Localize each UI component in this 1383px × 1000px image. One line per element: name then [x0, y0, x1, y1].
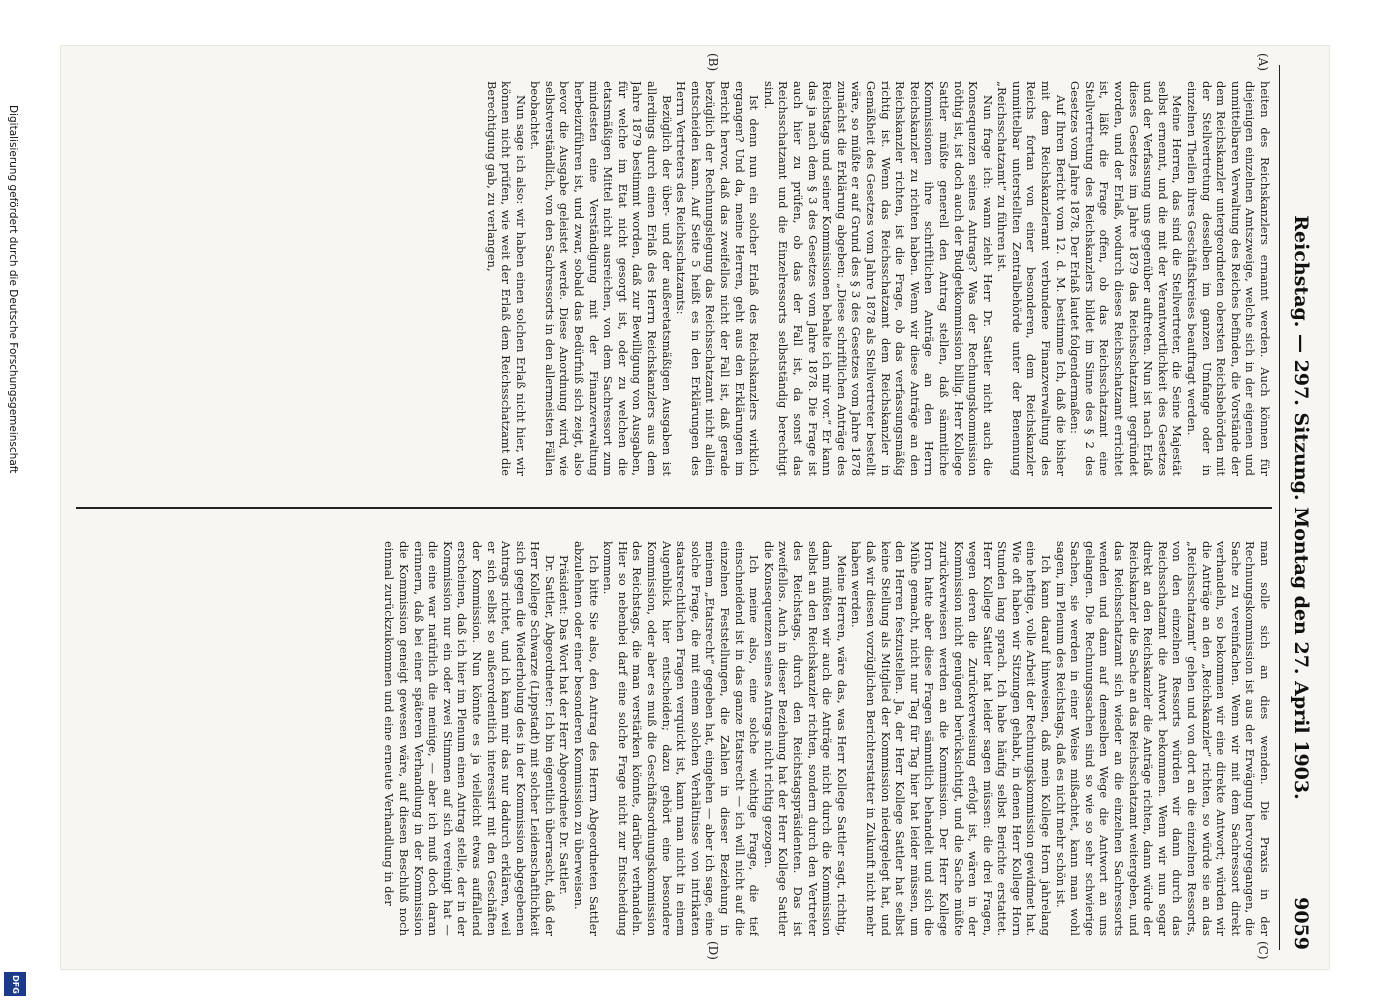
rotated-page-content: [60, 45, 1330, 970]
digitization-credit-text: Digitalisierung gefördert durch die Deutsche Forschungsgemeinschaft: [7, 105, 19, 474]
paragraph-president: Präsident: Das Wort hat der Herr Abgeordnete Dr. Sattler.: [557, 555, 572, 895]
column-divider: [76, 507, 1272, 509]
paragraph: Ich meine also, eine solche wichtige Frage, die tief einschneidend ist in das ganze Etatsrecht — ich will nicht auf die einzelnen Feststellungen, die Zahlen in dieser Beziehung in meinem „Etatsrecht“ gegeben hat, eingehen — aber ich sage, eine solche Frage, die mit einem solchen Verhältnisse von intrikaten staatsrechtlichen Fragen verquickt ist, kann man nicht in einem Augenblick hier entscheiden; dazu gehört eine besondere Kommission, oder aber es muß die Geschäftsordnungskommission des Reichstags, die man verstärken könnte, darüber verhandeln. Hier so nebenbei darf eine solche Frage nicht zur Entscheidung kommen.: [601, 541, 762, 936]
text-column-left: [76, 81, 1272, 476]
dfg-logo-text: DFG: [10, 974, 20, 994]
paragraph-quote: Bezüglich der über- und der außeretatsmäßigen Ausgaben ist allerdings durch einen Erlaß des Herrn Reichskanzlers aus dem Jahre 1879 bestimmt worden, daß zur Bewilligung von Ausgaben, für welche im Etat nicht gesorgt ist, oder zu welchen die etatsmäßigen Mittel nicht ausreichen, von dem Sachressort zum mindesten eine Verständigung mit der Finanzverwaltung herbeizuführen ist, und zwar, sobald das Bedürfniß sich zeigt, also bevor die Ausgabe geleistet werde. Diese Anordnung wird, wie selbstverständlich, von den Sachressorts in den allermeisten Fällen beobachtet.: [528, 81, 674, 476]
text-column-right: [76, 541, 1272, 936]
paragraph: Meine Herren, wäre das, was Herr Kollege Sattler sagt, richtig, dann müßten wir auch die Anträge nicht durch die Kommission selbst an den Reichskanzler richten, sondern durch den Vertreter des Reichstags, durch den Reichstagspräsidenten. Das ist zweifellos. Auch in dieser Beziehung hat der Herr Kollege Sattler die Konsequenzen seines Antrags nicht richtig gezogen.: [761, 541, 849, 936]
page-header: [1282, 65, 1312, 950]
paragraph-speaker: Dr. Sattler, Abgeordneter: Ich bin eigentlich überrascht, daß der Herr Kollege Schwarze (Lippstadt) mit solcher Leidenschaftlichkeit sich gegen die Wiederholung des in der Kommission abgegebenen Antrags richtet, und ich kann mir das nur dadurch erklären, weil er sich selbst so außerordentlich interessirt mit den Geschäften der Kommission. Nun könnte es ja vielleicht etwas auffallend erscheinen, daß ich hier im Plenum einen Antrag stelle, der in der Kommission nur ein oder zwei Stimmen auf sich vereinigt hat — die eine war natürlich die meinige, — aber ich muß doch daran erinnern, daß bei einer späteren Verhandlung in der Kommission die Kommission geneigt gewesen wäre, auf diesen Beschluß noch einmal zurückzukommen und eine erneute Verhandlung in der: [382, 541, 557, 936]
paragraph: Nun frage ich: wann zieht Herr Dr. Sattler nicht auch die Konsequenzen seines Antrags? Was der Rechnungskommission nöthig ist, ist doch auch der Budgetkommission billig. Herr Kollege Sattler müßte generell den Antrag stellen, daß sämmtliche Kommissionen ihre schriftlichen Anträge an den Herrn Reichskanzler zu richten haben. Wenn wir diese Anträge an den Reichskanzler richten, ist die Frage, ob das verfassungsmäßig richtig ist. Wenn das Reichsschatzamt dem Reichskanzler in Gemäßheit des Gesetzes vom Jahre 1878 als Stellvertreter bestellt wäre, so müßte er auf Grund des § 3 des Gesetzes vom Jahre 1878 zunächst die Erklärung abgeben: „Diese schriftlichen Anträge des Reichstags und seiner Kommissionen behalte ich mir vor.“ Er kann das ja nach dem § 3 des Gesetzes vom Jahre 1878. Die Frage ist auch hier zu prüfen, ob das der Fall ist, da sonst das Reichsschatzamt und die Einzelressorts selbstständig berechtigt sind.: [761, 81, 995, 476]
dfg-logo: [4, 972, 26, 996]
paragraph: Nun sage ich also: wir haben einen solchen Erlaß nicht hier, wir können nicht prüfen, wie weit der Erlaß dem Reichsschatzamt die Berechtigung gab, zu verlangen,: [484, 81, 528, 476]
paragraph: Ist denn nun ein solcher Erlaß des Reichskanzlers wirklich ergangen? Und da, meine Herren, geht aus den Erklärungen im Bericht hervor, daß das zweifellos nicht der Fall ist, daß gerade bezüglich der Rechnungslegung das Reichsschatzamt nicht allein entscheiden kann. Auf Seite 5 heißt es in den Erklärungen des Herrn Vertreters des Reichsschatzamts:: [674, 81, 762, 476]
margin-marker-c: (C): [1256, 941, 1270, 960]
paragraph-quote: Auf Ihren Bericht vom 12. d. M. bestimme Ich, daß die bisher mit dem Reichskanzleramt verbundene Finanzverwaltung des Reichs fortan von einer besonderen, dem Reichskanzler unmittelbar unterstellten Zentralbehörde unter der Benennung „Reichsschatzamt“ zu führen ist.: [995, 81, 1068, 476]
paragraph: Ich bitte Sie also, den Antrag des Herrn Abgeordneten Sattler abzulehnen oder einer besonderen Kommission zu überweisen.: [572, 541, 601, 936]
page-number: 9059: [1290, 897, 1312, 950]
paragraph: Ich kann darauf hinweisen, daß mein Kollege Horn jahrelang eine heftige, volle Arbeit der Rechnungskommission gewidmet hat. Wie oft haben wir Sitzungen gehabt, in denen Herr Kollege Horn Stunden lang sprach. Ich habe häufig selbst Berichte erstattet. Herr Kollege Sattler hat leider sagen müssen: die drei Fragen, wegen deren die Zurückverweisung erfolgt ist, wären in der Kommission nicht genügend berücksichtigt, und die Sache müßte zurückverwiesen werden an die Kommission. Der Herr Kollege Horn hatte aber diese Fragen sämmtlich behandelt und sich die Mühe gemacht, nicht nur Tag für Tag hier hat leider müssen, um den Herren festzustellen. Ja, der Herr Kollege Sattler hat selbst keine Stellung als Mitglied der Kommission niedergelegt hat, und daß wir diesen vorzüglichen Berichterstatter in Zukunft nicht mehr haben werden.: [849, 541, 1054, 936]
paragraph: man solle sich an dies wenden. Die Praxis in der Rechnungskommission ist aus der Erwägung hervorgegangen, die Sache zu vereinfachen. Wenn wir mit dem Sachressort direkt verhandeln, so bekommen wir eine direkte Antwort; würden wir die Anträge an den „Reichskanzler“ richten, so würde sie an das „Reichsschatzamt“ gehen und von dort an die einzelnen Ressorts, von den einzelnen Ressorts würden wir dann durch das Reichsschatzamt die Antwort bekommen. Wenn wir nun sogar direkt an den Reichskanzler die Anträge richten, dann würde der Reichskanzler die Sache an das Reichsschatzamt weitergeben, und das Reichsschatzamt sich wieder an die einzelnen Sachressorts wenden und dann auf demselben Wege die Antwort an uns gelangen. Die Rechnungssachen sind so wie so sehr schwierige Sachen, sie werden in einer Weise mißachtet, kann man wohl sagen, im Plenum des Reichstags, daß es nicht mehr schön ist.: [1053, 541, 1272, 936]
margin-marker-d: (D): [706, 941, 720, 960]
paragraph: heiten des Reichskanzlers ernannt werden. Auch können für diejenigen einzelnen Amtszweige, welche sich in der eigenen und unmittelbaren Verwaltung des Reiches befinden, die Vorstände der dem Reichskanzler untergeordneten obersten Reichsbehörden mit der Stellvertretung desselben im ganzen Umfange oder in einzelnen Theilen ihres Geschäftskreises beauftragt werden.: [1185, 81, 1272, 476]
digitization-credit: [6, 105, 22, 985]
margin-marker-a: (A): [1256, 53, 1270, 72]
paragraph: Meine Herren, das sind die Stellvertreter, die Seine Majestät selbst ernennt, und die mit der Verantwortlichkeit des Gesetzes und der Verfassung uns gegenüber auftreten. Nun ist nach Erlaß dieses Gesetzes im Jahre 1879 das Reichsschatzamt gegründet worden, und der Erlaß, wodurch dieses Reichsschatzamt errichtet ist, läßt die Frage offen, ob das Reichsschatzamt eine Stellvertretung des Reichskanzlers bildet im Sinne des § 2 des Gesetzes vom Jahre 1878. Der Erlaß lautet folgendermaßen:: [1068, 81, 1185, 476]
header-rule: [1279, 65, 1280, 950]
scanned-page: [60, 45, 1330, 970]
margin-marker-b: (B): [706, 53, 720, 72]
page-header-title: Reichstag. — 297. Sitzung. Montag den 27. April 1903.: [1290, 215, 1312, 800]
